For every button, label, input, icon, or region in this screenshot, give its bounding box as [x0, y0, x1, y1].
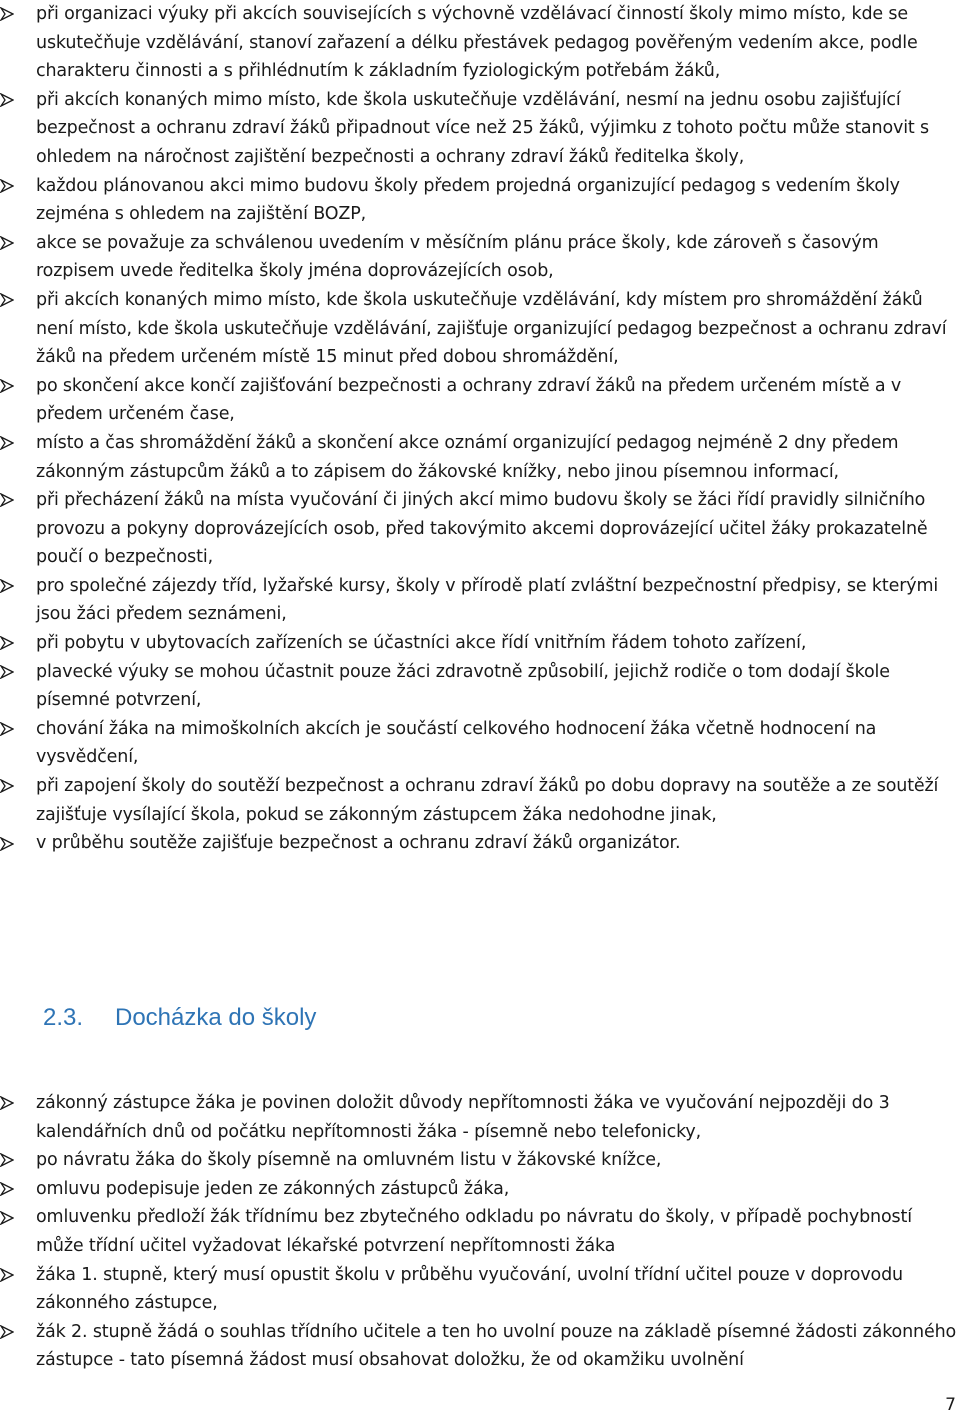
list-item-text: po návratu žáka do školy písemně na omluvném listu v žákovské knížce, — [36, 1150, 662, 1171]
list-item — [0, 715, 960, 772]
section-title: Docházka do školy — [115, 1004, 317, 1031]
arrowhead-bullet-icon — [0, 772, 22, 801]
list-item-text: chování žáka na mimoškolních akcích je součástí celkového hodnocení žáka včetně hodnocení na vysvědčení, — [36, 718, 877, 768]
list-item — [0, 1175, 960, 1204]
page-number: 7 — [945, 1395, 956, 1415]
bullet-list-attendance — [0, 1089, 960, 1375]
arrowhead-bullet-icon — [0, 0, 22, 29]
list-item — [0, 1089, 960, 1146]
list-item — [0, 658, 960, 715]
list-item — [0, 286, 960, 372]
list-item-text: při zapojení školy do soutěží bezpečnost a ochranu zdraví žáků po dobu dopravy na soutěže a ze soutěží zajišťuje vysílající škola, pokud se zákonným zástupcem žáka nedohodne jinak, — [36, 776, 939, 825]
arrowhead-bullet-icon — [0, 1175, 22, 1204]
arrowhead-bullet-icon — [0, 86, 22, 115]
list-item — [0, 1318, 960, 1375]
arrowhead-bullet-icon — [0, 1146, 22, 1175]
list-item — [0, 372, 960, 429]
arrowhead-bullet-icon — [0, 286, 22, 315]
arrowhead-bullet-icon — [0, 658, 22, 687]
list-item — [0, 772, 960, 829]
list-item — [0, 1261, 960, 1318]
arrowhead-bullet-icon — [0, 486, 22, 515]
section-number: 2.3. — [43, 1004, 84, 1031]
list-item-text: po skončení akce končí zajišťování bezpečnosti a ochrany zdraví žáků na předem určeném místě a v předem určeném čase, — [36, 375, 902, 425]
list-item — [0, 629, 960, 658]
list-item-text: omluvenku předloží žák třídnímu bez zbytečného odkladu po návratu do školy, v případě pochybností může třídní učitel vyžadovat lékařské potvrzení nepřítomnosti žáka — [36, 1207, 912, 1256]
arrowhead-bullet-icon — [0, 572, 22, 601]
list-item — [0, 429, 960, 486]
arrowhead-bullet-icon — [0, 629, 22, 658]
list-item-text: žáka 1. stupně, který musí opustit školu v průběhu vyučování, uvolní třídní učitel pouze v doprovodu zákonného zástupce, — [36, 1264, 903, 1314]
list-item — [0, 572, 960, 629]
list-item — [0, 0, 960, 86]
list-item-text: plavecké výuky se mohou účastnit pouze žáci zdravotně způsobilí, jejichž rodiče o tom dodají škole písemné potvrzení, — [36, 661, 890, 711]
arrowhead-bullet-icon — [0, 372, 22, 401]
list-item — [0, 486, 960, 572]
list-item-text: každou plánovanou akci mimo budovu školy předem projedná organizující pedagog s vedením školy zejména s ohledem na zajištění BOZP, — [36, 175, 900, 225]
list-item-text: akce se považuje za schválenou uvedením v měsíčním plánu práce školy, kde zároveň s časovým rozpisem uvede ředitelka školy jména doprovázejících osob, — [36, 232, 879, 282]
arrowhead-bullet-icon — [0, 1261, 22, 1290]
list-item — [0, 229, 960, 286]
list-item — [0, 1146, 960, 1175]
arrowhead-bullet-icon — [0, 172, 22, 201]
list-item — [0, 1203, 960, 1260]
list-item-text: zákonný zástupce žáka je povinen doložit důvody nepřítomnosti žáka ve vyučování nejpozději do 3 kalendářních dnů od počátku nepřítomnosti žáka - písemně nebo telefonicky, — [36, 1093, 890, 1142]
list-item-text: při pobytu v ubytovacích zařízeních se účastníci akce řídí vnitřním řádem tohoto zařízení, — [36, 633, 807, 654]
list-item — [0, 829, 960, 858]
arrowhead-bullet-icon — [0, 229, 22, 258]
arrowhead-bullet-icon — [0, 715, 22, 744]
section-heading — [43, 1004, 316, 1032]
list-item-text: pro společné zájezdy tříd, lyžařské kursy, školy v přírodě platí zvláštní bezpečnostní předpisy, se kterými jsou žáci předem seznámeni, — [36, 575, 939, 625]
list-item-text: v průběhu soutěže zajišťuje bezpečnost a ochranu zdraví žáků organizátor. — [36, 833, 681, 854]
list-item-text: místo a čas shromáždění žáků a skončení akce oznámí organizující pedagog nejméně 2 dny předem zákonným zástupcům žáků a to zápisem do žákovské knížky, nebo jinou písemnou informací, — [36, 432, 899, 482]
arrowhead-bullet-icon — [0, 829, 22, 858]
list-item-text: při akcích konaných mimo místo, kde škola uskutečňuje vzdělávání, kdy místem pro shromáždění žáků není místo, kde škola uskutečňuje vzdělávání, zajišťuje organizující pedagog bezpečnost a ochranu zdraví žáků na předem určeném místě 15 minut před dobou shromáždění, — [36, 289, 947, 368]
list-item-text: při akcích konaných mimo místo, kde škola uskutečňuje vzdělávání, nesmí na jednu osobu zajišťující bezpečnost a ochranu zdraví žáků připadnout více než 25 žáků, výjimku z tohoto počtu může stanovit s ohledem na náročnost zajištění bezpečnosti a ochrany zdraví žáků ředitelka školy, — [36, 89, 930, 167]
list-item-text: žák 2. stupně žádá o souhlas třídního učitele a ten ho uvolní pouze na základě písemné žádosti zákonného zástupce - tato písemná žádost musí obsahovat doložku, že od okamžiku uvolnění — [36, 1321, 957, 1371]
list-item — [0, 172, 960, 229]
arrowhead-bullet-icon — [0, 1089, 22, 1118]
list-item — [0, 86, 960, 172]
arrowhead-bullet-icon — [0, 1203, 22, 1232]
list-item-text: omluvu podepisuje jeden ze zákonných zástupců žáka, — [36, 1178, 510, 1199]
list-item-text: při přecházení žáků na místa vyučování či jiných akcí mimo budovu školy se žáci řídí pravidly silničního provozu a pokyny doprovázejících osob, před takovýmito akcemi doprovázející učitel žáky prokazatelně poučí o bezpečnosti, — [36, 490, 928, 568]
arrowhead-bullet-icon — [0, 1318, 22, 1347]
list-item-text: při organizaci výuky při akcích souvisejících s výchovně vzdělávací činností školy mimo místo, kde se uskutečňuje vzdělávání, stanoví zařazení a délku přestávek pedagog pověřeným vedením akce, podle charakteru činnosti a s přihlédnutím k základním fyziologickým potřebám žáků, — [36, 4, 918, 82]
arrowhead-bullet-icon — [0, 429, 22, 458]
